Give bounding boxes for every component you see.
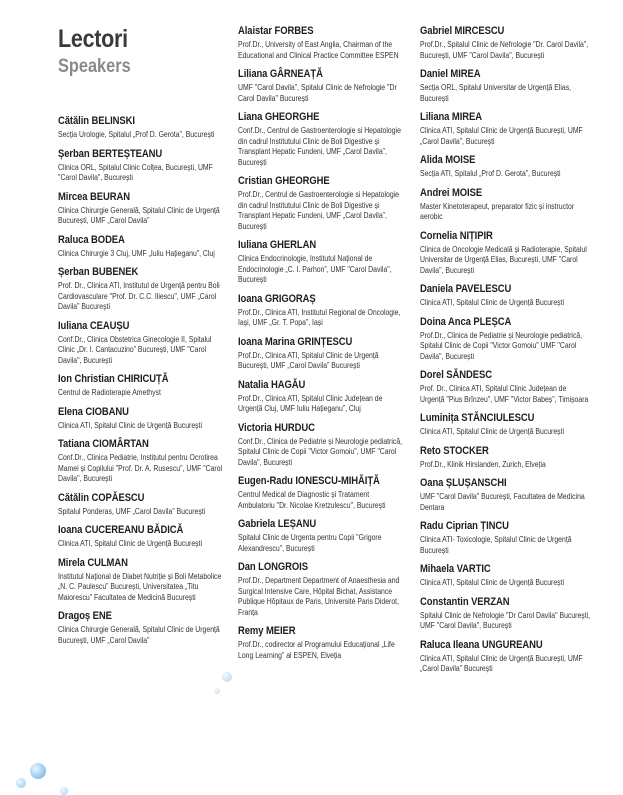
speaker-entry: [420, 596, 595, 632]
speaker-affiliation: Prof.Dr., Clinica ATI, Institutul Regional de Oncologie, Iași, UMF „Gr. T. Popa”, Iași: [238, 307, 401, 327]
speaker-name: Daniel MIREA: [420, 68, 481, 80]
speaker-affiliation: Clinica ATI, Spitalul Clinic de Urgență București: [420, 578, 565, 587]
speaker-entry: [420, 520, 595, 556]
speaker-affiliation: Prof. Dr., Clinica ATI, Spitalul Clinic Județean de Urgență "Pius Brînzeu", UMF "Victor Babeș", Timișoara: [420, 384, 589, 404]
speaker-affiliation: Prof. Dr., Clinica ATI, Institutul de Urgență pentru Boli Cardiovasculare "Prof. Dr. C.C. Iliescu", UMF „Carol Davila” București: [58, 281, 220, 311]
speaker-name: Remy MEIER: [238, 625, 296, 637]
speaker-entry: [58, 492, 226, 518]
speaker-affiliation: Centrul de Radioterapie Amethyst: [58, 388, 161, 397]
speaker-entry: [420, 230, 595, 277]
speaker-affiliation: Secția ATI, Spitalul „Prof D. Gerota”, București: [420, 169, 561, 178]
speaker-entry: [420, 68, 595, 104]
speaker-name: Iuliana CEAUȘU: [58, 319, 130, 332]
speaker-affiliation: Institutul Național de Diabet Nutriție și Boli Metabolice „N. C. Paulescu” București, Universitatea „Titu Maiorescu” Facultatea de Medicină București: [58, 571, 222, 602]
speaker-entry: [238, 625, 410, 661]
speaker-affiliation: Prof.Dr., University of East Anglia, Chairman of the Educational and Clinical Practice Committee ESPEN: [238, 40, 399, 60]
speaker-entry: [238, 518, 410, 554]
speaker-entry: [58, 115, 226, 141]
speaker-name: Eugen-Radu IONESCU-MIHĂIȚĂ: [238, 475, 380, 487]
speaker-affiliation: Centrul Medical de Diagnostic și Tratament Ambulatoriu "Dr. Nicolae Kretzulescu", București: [238, 490, 386, 510]
speaker-entry: [238, 336, 410, 372]
speaker-affiliation: Clinica ORL, Spitalul Clinic Colțea, București, UMF "Carol Davila", București: [58, 162, 213, 182]
speaker-entry: [238, 25, 410, 61]
speaker-affiliation: Conf.Dr., Clinica de Pediatrie și Neurologie pediatrică, Spitalul Clinic de Copii "Victor Gomoiu", UMF "Carol Davila", București: [238, 436, 403, 467]
speaker-entry: [58, 557, 226, 604]
speaker-affiliation: Clinica ATI, Spitalul Clinic de Urgență București: [420, 298, 565, 307]
speaker-entry: [420, 25, 595, 61]
speaker-affiliation: Clinica Chirurgie Generală, Spitalul Clinic de Urgență București, UMF „Carol Davila”: [58, 625, 220, 645]
speaker-name: Iuliana GHERLAN: [238, 239, 317, 251]
speaker-affiliation: Clinica de Oncologie Medicală și Radioterapie, Spitalul Universitar de Urgență Elias, București, UMF "Carol Davila", București: [420, 244, 587, 275]
speaker-entry: [58, 438, 226, 485]
speakers-column-2: [238, 25, 410, 668]
speaker-affiliation: Conf.Dr., Clinica Pediatrie, Institutul pentru Ocrotirea Mamei și Copilului "Prof. Dr. A. Rusescu", UMF "Carol Davila", București: [58, 453, 223, 483]
speaker-entry: [58, 320, 226, 367]
speaker-name: Alida MOISE: [420, 154, 476, 166]
speaker-affiliation: UMF "Carol Davila", Spitalul Clinic de Nefrologie "Dr Carol Davila" București: [238, 83, 397, 103]
speaker-entry: [58, 148, 226, 184]
speaker-name: Victoria HURDUC: [238, 421, 315, 434]
speaker-affiliation: Prof.Dr., codirector al Programului Educațional „Life Long Learning” al ESPEN, Elveția: [238, 640, 395, 660]
speaker-name: Natalia HAGĂU: [238, 378, 306, 391]
speaker-affiliation: Conf.Dr., Clinica Obstetrica Ginecologie II, Spitalul Clinic „Dr. I. Cantacuzino” București, UMF "Carol Davila", București: [58, 334, 212, 365]
speaker-entry: [238, 239, 410, 286]
page-title: [58, 26, 143, 78]
speaker-entry: [238, 379, 410, 415]
speaker-entry: [420, 639, 595, 675]
speaker-name: Tatiana CIOMÂRTAN: [58, 438, 149, 450]
decorative-bubble: [30, 763, 46, 779]
speaker-entry: [238, 175, 410, 232]
speaker-name: Ioana CUCEREANU BĂDICĂ: [58, 524, 184, 536]
speaker-affiliation: Prof.Dr., Clinica ATI, Spitalul Clinic Județean de Urgență Cluj, UMF Iuliu Hațieganu”, Cluj: [238, 393, 383, 413]
speaker-name: Daniela PAVELESCU: [420, 283, 512, 295]
speaker-entry: [238, 68, 410, 104]
speaker-affiliation: Clinica ATI, Spitalul Clinic de Urgență București: [420, 427, 565, 436]
speaker-affiliation: Conf.Dr., Centrul de Gastroenterologie si Hepatologie din cadrul Institutului Clinic de Boli Digestive și Transplant Hepatic Fundeni, UMF „Carol Davila”, București: [238, 126, 401, 167]
speaker-name: Cătălin BELINSKI: [58, 115, 135, 127]
speaker-entry: [420, 477, 595, 513]
speaker-name: Alaistar FORBES: [238, 25, 314, 37]
speaker-name: Reto STOCKER: [420, 444, 489, 457]
speaker-entry: [420, 445, 595, 471]
speaker-name: Cornelia NIȚIPIR: [420, 229, 493, 242]
speaker-entry: [58, 191, 226, 227]
decorative-bubble: [16, 778, 26, 788]
decorative-bubble: [60, 787, 68, 795]
speaker-entry: [420, 369, 595, 405]
speaker-affiliation: Clinica ATI- Toxicologie, Spitalul Clinic de Urgență București: [420, 535, 572, 555]
speaker-entry: [238, 475, 410, 511]
speaker-name: Raluca BODEA: [58, 233, 125, 246]
speaker-name: Dorel SĂNDESC: [420, 369, 492, 381]
speaker-name: Șerban BUBENEK: [58, 266, 139, 278]
speaker-affiliation: Prof.Dr., Centrul de Gastroenterologie si Hepatologie din cadrul Institutului Clinic de Boli Digestive și Transplant Hepatic Fundeni, UMF „Carol Davila”, București: [238, 190, 400, 231]
speaker-name: Doina Anca PLEȘCA: [420, 315, 512, 328]
speaker-name: Ioana Marina GRINȚESCU: [238, 335, 353, 348]
speaker-entry: [238, 111, 410, 168]
decorative-bubble: [214, 688, 220, 694]
speaker-name: Andrei MOISE: [420, 186, 483, 199]
speaker-affiliation: Prof.Dr., Clinica de Pediatrie și Neurologie pediatrică, Spitalul Clinic de Copii "Victor Gomoiu" UMF "Carol Davila", București: [420, 330, 583, 361]
speaker-affiliation: Prof.Dr., Klinik Hirslanden, Zurich, Elveția: [420, 459, 546, 469]
speaker-name: Elena CIOBANU: [58, 405, 129, 418]
speaker-entry: [238, 293, 410, 329]
speaker-entry: [58, 524, 226, 550]
speaker-entry: [58, 406, 226, 432]
speaker-entry: [420, 111, 595, 147]
speaker-entry: [420, 412, 595, 438]
speaker-entry: [238, 422, 410, 469]
speakers-column-3: [420, 25, 595, 682]
speaker-entry: [420, 187, 595, 223]
speaker-name: Cătălin COPĂESCU: [58, 491, 145, 504]
speaker-name: Cristian GHEORGHE: [238, 175, 330, 187]
speaker-name: Constantin VERZAN: [420, 595, 510, 608]
speaker-name: Dan LONGROIS: [238, 561, 308, 573]
speaker-affiliation: Clinica ATI, Spitalul Clinic de Urgență București, UMF „Carol Davila” București: [420, 653, 583, 673]
speaker-entry: [58, 610, 226, 646]
speaker-name: Radu Ciprian ȚINCU: [420, 520, 509, 532]
speaker-name: Mirela CULMAN: [58, 556, 128, 569]
speaker-name: Șerban BERTEȘTEANU: [58, 147, 163, 160]
speaker-affiliation: UMF "Carol Davila" București, Facultatea de Medicina Dentara: [420, 492, 585, 512]
speaker-affiliation: Clinica ATI, Spitalul Clinic de Urgență București: [58, 420, 203, 430]
speaker-name: Liana GHEORGHE: [238, 111, 320, 123]
speaker-affiliation: Secția Urologie, Spitalul „Prof D. Gerota”, București: [58, 130, 215, 139]
speaker-entry: [58, 234, 226, 260]
speaker-name: Gabriel MIRCESCU: [420, 25, 505, 37]
speaker-name: Ioana GRIGORAȘ: [238, 292, 316, 305]
speaker-name: Dragoș ENE: [58, 610, 112, 622]
speaker-name: Luminița STĂNCIULESCU: [420, 412, 535, 424]
speaker-entry: [420, 154, 595, 180]
speaker-name: Liliana GÂRNEAȚĂ: [238, 68, 323, 80]
speaker-affiliation: Secția ORL, Spitalul Universitar de Urgență Elias, București: [420, 83, 572, 103]
speaker-affiliation: Clinica Chirurgie 3 Cluj, UMF „Iuliu Hațieganu”, Cluj: [58, 248, 215, 258]
speaker-name: Mircea BEURAN: [58, 190, 130, 203]
speaker-affiliation: Spitalul Clinic de Urgenta pentru Copii "Grigore Alexandrescu", București: [238, 533, 382, 553]
speakers-column-1: [58, 115, 226, 653]
speaker-affiliation: Prof.Dr., Spitalul Clinic de Nefrologie "Dr. Carol Davila", București, UMF "Carol Davila", București: [420, 40, 589, 60]
speaker-affiliation: Master Kinetoterapeut, preparator fizic și instructor aerobic: [420, 201, 575, 221]
title-main: Lectori: [58, 25, 128, 53]
speaker-affiliation: Clinica ATI, Spitalul Clinic de Urgență București: [58, 539, 203, 548]
speaker-entry: [58, 266, 226, 313]
decorative-bubble: [222, 672, 232, 682]
speaker-affiliation: Prof.Dr., Department Department of Anaesthesia and Surgical Intensive Care, Hôpital Bichat, Assistance Publique Hôpitaux de Paris, Université Paris Diderot, Franța: [238, 576, 400, 617]
speaker-entry: [420, 563, 595, 589]
speaker-name: Oana ȘLUȘANSCHI: [420, 477, 507, 489]
speaker-affiliation: Spitalul Ponderas, UMF „Carol Davila” București: [58, 506, 206, 516]
speaker-entry: [420, 283, 595, 309]
title-sub: Speakers: [58, 56, 131, 77]
speaker-name: Ion Christian CHIRICUȚĂ: [58, 373, 169, 385]
speaker-entry: [238, 561, 410, 618]
speaker-affiliation: Clinica Chirurgie Generală, Spitalul Clinic de Urgență București, UMF „Carol Davila”: [58, 205, 220, 225]
speaker-name: Liliana MIREA: [420, 111, 482, 123]
speaker-name: Gabriela LEȘANU: [238, 518, 317, 530]
speaker-name: Raluca Ileana UNGUREANU: [420, 638, 543, 651]
speaker-affiliation: Clinica ATI, Spitalul Clinic de Urgență București, UMF „Carol Davila”, București: [420, 126, 583, 146]
speaker-affiliation: Spitalul Clinic de Nefrologie "Dr Carol Davila" București, UMF "Carol Davila", București: [420, 610, 591, 630]
speaker-entry: [420, 316, 595, 363]
speaker-entry: [58, 373, 226, 399]
speaker-name: Mihaela VARTIC: [420, 563, 491, 575]
speaker-affiliation: Prof.Dr., Clinica ATI, Spitalul Clinic de Urgență București, UMF „Carol Davila” București: [238, 350, 379, 370]
speaker-affiliation: Clinica Endocrinologie, Institutul Național de Endocrinologie „C. I. Parhon”, UMF "Carol Davila", București: [238, 254, 392, 284]
